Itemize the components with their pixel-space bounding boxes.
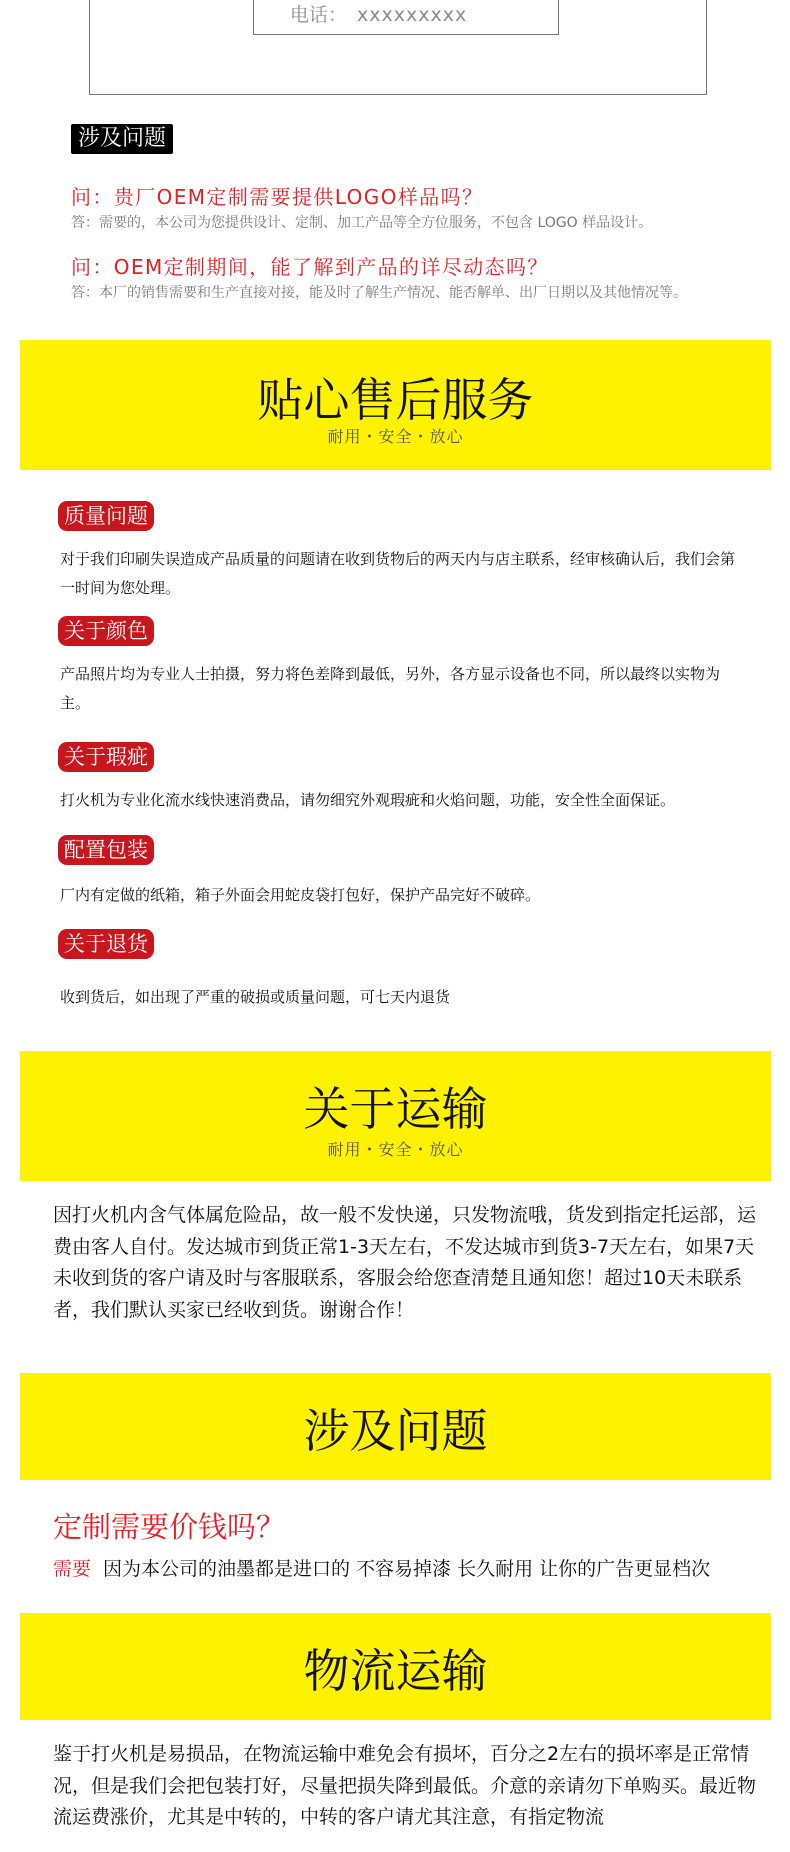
after-sales-title: 贴心售后服务: [257, 373, 534, 427]
text-flaw: 打火机为专业化流水线快速消费品，请勿细究外观瑕疵和火焰问题，功能，安全性全面保证。: [60, 791, 676, 809]
faq-tag: 涉及问题: [71, 124, 173, 154]
tag-quality: 质量问题: [58, 501, 154, 531]
faq-answer-2: 答：本厂的销售需要和生产直接对接，能及时了解生产情况、能否解单、出厂日期以及其他情况等。: [71, 285, 687, 301]
faq-question-2: 问：OEM定制期间，能了解到产品的详尽动态吗？: [71, 255, 549, 279]
shipping-text: 因打火机内含气体属危险品，故一般不发快递，只发物流哦，货发到指定托运部，运费由客人自付。发达城市到货正常1-3天左右，不发达城市到货3-7天左右，如果7天未收到货的客户请及时与客服联系，客服会给您查清楚且通知您！超过10天未联系者，我们默认买家已经收到货。谢谢合作！: [53, 1204, 757, 1321]
text-color: 产品照片均为专业人士拍摄，努力将色差降到最低，另外，各方显示设备也不同，所以最终以实物为主。: [60, 665, 721, 712]
faq-question-1: 问：贵厂OEM定制需要提供LOGO样品吗？: [71, 185, 484, 209]
logistics-banner: [20, 1613, 771, 1720]
issues-answer: [53, 1554, 710, 1581]
issues-answer-label: 需要: [53, 1558, 92, 1580]
shipping-banner: [20, 1051, 771, 1181]
issues-banner: [20, 1373, 771, 1480]
phone-value: xxxxxxxxx: [357, 4, 468, 26]
logistics-title: 物流运输: [303, 1644, 488, 1698]
faq-answer-1: 答：需要的，本公司为您提供设计、定制、加工产品等全方位服务，不包含 LOGO 样品设计。: [71, 215, 653, 231]
tag-packaging: 配置包装: [58, 835, 154, 865]
phone-label: 电话：: [290, 4, 348, 26]
issues-title: 涉及问题: [303, 1404, 488, 1458]
text-packaging: 厂内有定做的纸箱，箱子外面会用蛇皮袋打包好，保护产品完好不破碎。: [60, 886, 541, 904]
logistics-text: 鉴于打火机是易损品，在物流运输中难免会有损坏，百分之2左右的损坏率是正常情况，但是我们会把包装打好，尽量把损失降到最低。介意的亲请勿下单购买。最近物流运费涨价，尤其是中转的，中转的客户请尤其注意，有指定物流: [53, 1743, 757, 1828]
issues-answer-text: 因为本公司的油墨都是进口的 不容易掉漆 长久耐用 让你的广告更显档次: [103, 1558, 711, 1580]
after-sales-subtitle: 耐用・安全・放心: [327, 427, 464, 446]
issues-question: 定制需要价钱吗？: [53, 1510, 286, 1544]
tag-color: 关于颜色: [58, 616, 154, 646]
shipping-title: 关于运输: [303, 1082, 488, 1136]
shipping-subtitle: 耐用・安全・放心: [327, 1140, 464, 1159]
tag-return: 关于退货: [58, 929, 154, 959]
text-return: 收到货后，如出现了严重的破损或质量问题，可七天内退货: [60, 988, 451, 1006]
phone-line: [290, 0, 467, 27]
text-quality: 对于我们印刷失误造成产品质量的问题请在收到货物后的两天内与店主联系，经审核确认后，我们会第一时间为您处理。: [60, 550, 736, 597]
tag-flaw: 关于瑕疵: [58, 742, 154, 772]
after-sales-banner: [20, 340, 771, 470]
